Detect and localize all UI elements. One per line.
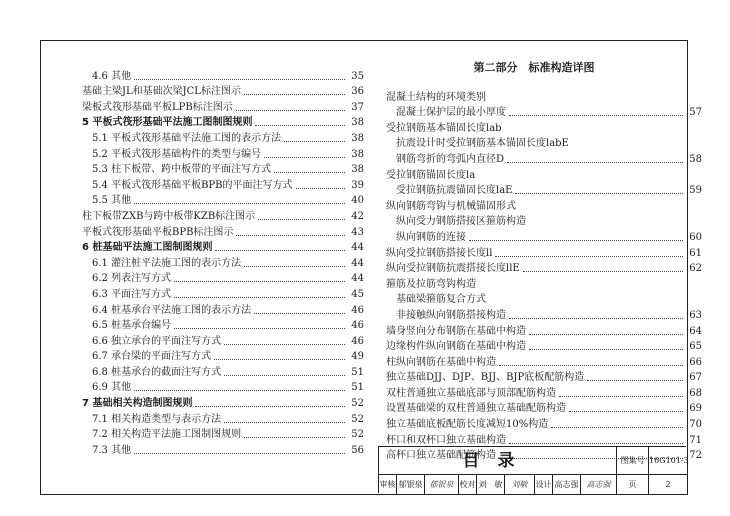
- toc-entry-label: 独立基础DJJ、DJP、BJJ、BJP底板配筋构造: [386, 372, 585, 384]
- toc-entry: [386, 385, 702, 401]
- toc-entry-label: 基础主梁JL和基础次梁JCL标注图示: [82, 86, 241, 98]
- toc-leader-dots: [134, 390, 345, 391]
- toc-entry: [82, 442, 364, 458]
- toc-entry-page: 52: [351, 413, 364, 425]
- toc-entry-label: 6 桩基础平法施工图制图规则: [82, 242, 213, 254]
- toc-leader-dots: [509, 443, 683, 444]
- toc-entry-page: 70: [689, 419, 702, 431]
- toc-entry-label: 梁板式筏形基础平板LPB标注图示: [82, 101, 233, 113]
- toc-entry-label: 4.6 其他: [92, 70, 132, 82]
- atlas-label: 图集号: [617, 447, 649, 475]
- toc-entry-label: 7.2 相关构造平法施工图制图规则: [92, 429, 242, 441]
- toc-entry-label: 非接触纵向钢筋搭接构造: [396, 309, 506, 321]
- toc-entry-page: 62: [689, 263, 702, 275]
- toc-entry: [82, 333, 364, 349]
- toc-entry-page: 68: [689, 387, 702, 399]
- toc-leader-dots: [134, 79, 345, 80]
- toc-entry-page: 71: [689, 434, 702, 446]
- toc-entry: [386, 167, 702, 183]
- toc-entry-label: 6.5 桩基承台编号: [92, 320, 172, 332]
- toc-entry: [82, 240, 364, 256]
- toc-entry: [82, 380, 364, 396]
- toc-leader-dots: [224, 344, 345, 345]
- toc-entry: [82, 349, 364, 365]
- toc-entry-page: 46: [351, 304, 364, 316]
- toc-entry: [82, 395, 364, 411]
- title-block: [378, 446, 689, 493]
- toc-leader-dots: [509, 318, 683, 319]
- toc-entry-label: 独立基础底板配筋长度减短10%构造: [386, 419, 549, 431]
- toc-entry: [82, 364, 364, 380]
- toc-entry-page: 72: [689, 450, 702, 462]
- toc-entry-page: 66: [689, 356, 702, 368]
- toc-entry-label: 6.9 其他: [92, 382, 132, 394]
- toc-entry-label: 柱纵向钢筋在基础中构造: [386, 356, 496, 368]
- toc-entry-page: 65: [689, 341, 702, 353]
- toc-entry-page: 38: [351, 148, 364, 160]
- toc-entry: [386, 323, 702, 339]
- toc-leader-dots: [236, 110, 345, 111]
- toc-entry-label: 纵向受拉钢筋抗震搭接长度llE: [386, 263, 520, 275]
- toc-entry: [82, 255, 364, 271]
- toc-entry-label: 7 基础相关构造制图规则: [82, 398, 193, 410]
- toc-entry: [82, 318, 364, 334]
- toc-entry-page: 38: [351, 164, 364, 176]
- toc-entry: [82, 162, 364, 178]
- toc-leader-dots: [551, 427, 683, 428]
- toc-entry-page: 43: [351, 226, 364, 238]
- toc-leader-dots: [174, 297, 345, 298]
- toc-entry-page: 61: [689, 247, 702, 259]
- toc-entry: [386, 151, 702, 167]
- toc-entry-label: 纵向受拉钢筋搭接长度ll: [386, 247, 493, 259]
- part-title: 第二部分 标准构造详图: [473, 61, 595, 74]
- toc-leader-dots: [134, 453, 345, 454]
- toc-entry: [386, 245, 702, 261]
- toc-entry-page: 69: [689, 403, 702, 415]
- toc-entry: [386, 105, 702, 121]
- toc-entry: [82, 302, 364, 318]
- toc-entry-label: 墙身竖向分布钢筋在基础中构造: [386, 325, 526, 337]
- toc-entry-label: 平板式筏形基础平板BPB标注图示: [82, 226, 234, 238]
- page-number: 2: [665, 480, 671, 489]
- toc-entry-page: 67: [689, 372, 702, 384]
- toc-entry: [386, 214, 702, 230]
- toc-leader-dots: [495, 256, 683, 257]
- page-label: 页: [617, 475, 649, 494]
- toc-leader-dots: [244, 266, 345, 267]
- toc-entry-page: 52: [351, 398, 364, 410]
- toc-leader-dots: [507, 162, 683, 163]
- toc-entry: [386, 261, 702, 277]
- toc-leader-dots: [195, 406, 345, 407]
- toc-entry-label: 纵向受力钢筋搭接区箍筋构造: [396, 216, 526, 228]
- toc-entry-label: 设置基础梁的双柱普通独立基础配筋构造: [386, 403, 566, 415]
- toc-leader-dots: [254, 313, 345, 314]
- toc-entry: [82, 208, 364, 224]
- design-label: 设计: [535, 475, 553, 494]
- toc-leader-dots: [296, 188, 345, 189]
- atlas-number: 16G101-3: [649, 447, 687, 475]
- toc-entry-label: 5.3 柱下板带、跨中板带的平面注写方式: [92, 164, 272, 176]
- toc-leader-dots: [284, 141, 345, 142]
- toc-entry-page: 46: [351, 320, 364, 332]
- review-label: 审核: [379, 475, 397, 494]
- toc-entry-page: 42: [351, 210, 364, 222]
- toc-entry: [386, 370, 702, 386]
- toc-entry-page: 51: [351, 382, 364, 394]
- toc-leader-dots: [529, 334, 683, 335]
- toc-entry-page: 56: [351, 444, 364, 456]
- toc-entry-label: 5.2 平板式筏形基础构件的类型与编号: [92, 148, 262, 160]
- toc-leader-dots: [264, 157, 345, 158]
- toc-entry-label: 受拉钢筋基本锚固长度lab: [386, 122, 502, 134]
- toc-entry-page: 52: [351, 429, 364, 441]
- toc-leader-dots: [274, 172, 345, 173]
- toc-right-column: [386, 58, 702, 463]
- toc-entry-label: 6.2 列表注写方式: [92, 273, 172, 285]
- toc-entry-label: 双柱普通独立基础底部与顶部配筋构造: [386, 387, 556, 399]
- toc-entry-label: 柱下板带ZXB与跨中板带KZB标注图示: [82, 210, 256, 222]
- toc-entry-label: 6.7 承台梁的平面注写方式: [92, 351, 212, 363]
- toc-entry-page: 44: [351, 257, 364, 269]
- toc-leader-dots: [224, 422, 345, 423]
- toc-entry: [386, 276, 702, 292]
- toc-leader-dots: [244, 437, 345, 438]
- toc-entry-page: 37: [351, 101, 364, 113]
- toc-entry: [82, 68, 364, 84]
- toc-entry: [82, 177, 364, 193]
- toc-entry-page: 38: [351, 117, 364, 129]
- toc-leader-dots: [244, 94, 345, 95]
- toc-entry-page: 45: [351, 288, 364, 300]
- toc-entry-label: 基础梁箍筋复合方式: [396, 294, 486, 306]
- toc-entry-label: 箍筋及拉筋弯钩构造: [386, 278, 476, 290]
- title-block-title: 目录: [379, 447, 617, 475]
- toc-entry-label: 杯口和双杯口独立基础构造: [386, 434, 506, 446]
- toc-entry: [82, 427, 364, 443]
- toc-leader-dots: [523, 271, 683, 272]
- toc-entry: [82, 411, 364, 427]
- toc-leader-dots: [255, 125, 345, 126]
- title-block-signatures: [379, 475, 687, 494]
- designer-name: 高志强: [553, 475, 581, 494]
- toc-entry: [82, 193, 364, 209]
- toc-leader-dots: [509, 115, 683, 116]
- toc-leader-dots: [569, 411, 683, 412]
- toc-entry: [386, 229, 702, 245]
- toc-leader-dots: [134, 203, 345, 204]
- toc-entry-label: 钢筋弯折的弯弧内直径D: [396, 153, 505, 165]
- toc-leader-dots: [469, 240, 683, 241]
- toc-entry-page: 46: [351, 335, 364, 347]
- toc-entry-page: 36: [351, 86, 364, 98]
- toc-entry-label: 受拉钢筋抗震锚固长度laE: [396, 185, 513, 197]
- toc-entry-label: 高杯口独立基础配筋构造: [386, 450, 496, 462]
- toc-entry-page: 63: [689, 309, 702, 321]
- toc-entry-page: 38: [351, 132, 364, 144]
- checker-signature: 刘敏: [505, 475, 535, 494]
- toc-entry-label: 边缘构件纵向钢筋在基础中构造: [386, 341, 526, 353]
- toc-entry: [82, 146, 364, 162]
- toc-entry: [386, 416, 702, 432]
- toc-entry: [386, 120, 702, 136]
- toc-entry-label: 6.1 灌注桩平法施工图的表示方法: [92, 257, 242, 269]
- toc-entry-label: 5.4 平板式筏形基础平板BPB的平面注写方式: [92, 179, 293, 191]
- toc-entry: [386, 339, 702, 355]
- toc-entry: [82, 224, 364, 240]
- toc-entry: [386, 307, 702, 323]
- toc-entry-page: 51: [351, 366, 364, 378]
- toc-leader-dots: [529, 349, 683, 350]
- toc-leader-dots: [559, 396, 683, 397]
- toc-entry-page: 44: [351, 273, 364, 285]
- toc-leader-dots: [499, 365, 683, 366]
- toc-entry-page: 57: [689, 107, 702, 119]
- toc-entry-page: 35: [351, 70, 364, 82]
- toc-leader-dots: [174, 328, 345, 329]
- reviewer-name: 郁银泉: [397, 475, 425, 494]
- toc-entry-label: 抗震设计时受拉钢筋基本锚固长度labE: [396, 138, 569, 150]
- toc-entry: [386, 183, 702, 199]
- toc-entry: [82, 130, 364, 146]
- toc-entry-label: 混凝土结构的环境类别: [386, 91, 486, 103]
- toc-leader-dots: [224, 375, 345, 376]
- toc-entry-label: 6.6 独立承台的平面注写方式: [92, 335, 222, 347]
- toc-entry-page: 58: [689, 153, 702, 165]
- toc-entry: [82, 286, 364, 302]
- toc-entry-page: 59: [689, 185, 702, 197]
- toc-leader-dots: [587, 380, 683, 381]
- toc-entry-page: 64: [689, 325, 702, 337]
- toc-entry-label: 6.4 桩基承台平法施工图的表示方法: [92, 304, 252, 316]
- toc-entry: [82, 271, 364, 287]
- toc-leader-dots: [174, 281, 345, 282]
- toc-entry: [386, 136, 702, 152]
- toc-entry-label: 受拉钢筋锚固长度la: [386, 169, 476, 181]
- toc-entry-page: 60: [689, 231, 702, 243]
- designer-signature: 高志强: [581, 475, 617, 494]
- toc-entry: [82, 84, 364, 100]
- toc-leader-dots: [515, 193, 683, 194]
- toc-left-column: [82, 68, 364, 458]
- toc-entry-page: 49: [351, 351, 364, 363]
- toc-leader-dots: [214, 359, 345, 360]
- toc-entry-label: 6.8 桩基承台的截面注写方式: [92, 366, 222, 378]
- toc-leader-dots: [236, 235, 345, 236]
- toc-entry-label: 5 平板式筏形基础平法施工图制图规则: [82, 117, 253, 129]
- checker-name: 刘 敏: [477, 475, 505, 494]
- toc-entry-page: 39: [351, 179, 364, 191]
- toc-entry-page: 40: [351, 195, 364, 207]
- toc-entry: [82, 115, 364, 131]
- toc-entry-label: 7.3 其他: [92, 444, 132, 456]
- toc-entry-label: 5.1 平板式筏形基础平法施工图的表示方法: [92, 132, 282, 144]
- toc-entry: [386, 198, 702, 214]
- toc-entry-label: 混凝土保护层的最小厚度: [396, 107, 506, 119]
- toc-entry: [386, 89, 702, 105]
- check-label: 校对: [459, 475, 477, 494]
- toc-entry-label: 6.3 平面注写方式: [92, 288, 172, 300]
- toc-leader-dots: [215, 250, 345, 251]
- toc-leader-dots: [258, 219, 345, 220]
- toc-entry: [386, 401, 702, 417]
- toc-entry-page: 44: [351, 242, 364, 254]
- toc-entry: [386, 292, 702, 308]
- toc-entry: [386, 354, 702, 370]
- toc-entry-label: 5.5 其他: [92, 195, 132, 207]
- toc-entry: [82, 99, 364, 115]
- toc-entry-label: 纵向钢筋的连接: [396, 231, 466, 243]
- toc-entry-label: 纵向钢筋弯钩与机械锚固形式: [386, 200, 516, 212]
- toc-entry-label: 7.1 相关构造类型与表示方法: [92, 413, 222, 425]
- reviewer-signature: 郁银泉: [425, 475, 459, 494]
